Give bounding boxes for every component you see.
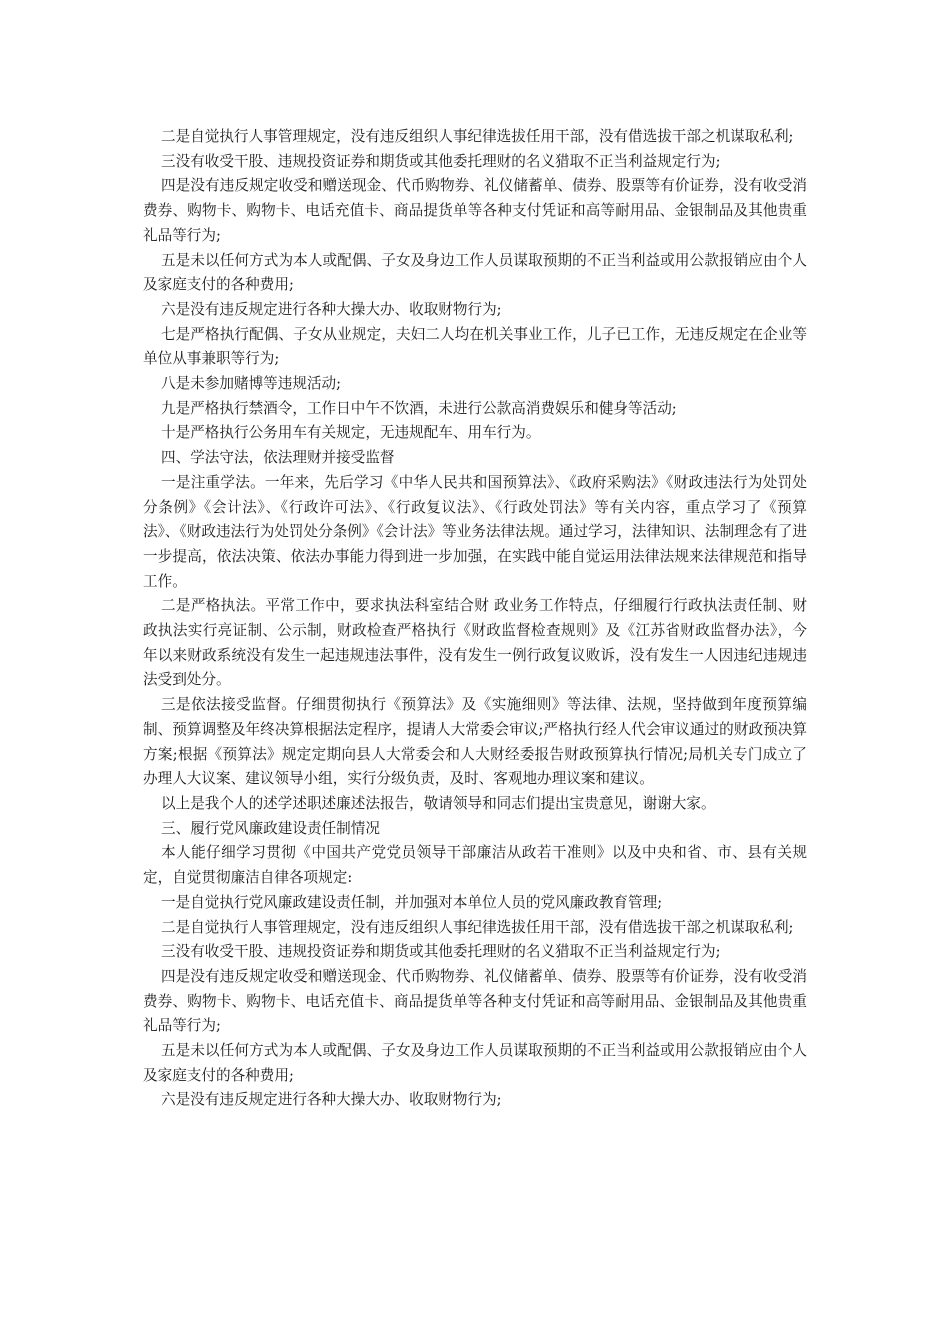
- paragraph: 二是自觉执行人事管理规定，没有违反组织人事纪律选拔任用干部，没有借选拔干部之机谋取私利;: [161, 128, 794, 145]
- paragraph: 二是自觉执行人事管理规定，没有违反组织人事纪律选拔任用干部，没有借选拔干部之机谋取私利;: [161, 918, 794, 936]
- paragraph: 三没有收受干股、违规投资证券和期货或其他委托理财的名义猎取不正当利益规定行为;: [161, 152, 721, 170]
- paragraph: 一是注重学法。一年来，先后学习《中华人民共和国预算法》、《政府采购法》《财政违法行为处罚处分条例》《会计法》、《行政许可法》、《行政复议法》、《行政处罚法》等有关内容，重点学习了《预算法》、《财政违法行为处罚处分条例》《会计法》等业务法律法规。通过学习，法律知识、法制理念有了进一步提高，依法决策、依法办事能力得到进一步加强，在实践中能自觉运用法律法规来法律规范和指导工作。: [143, 473, 808, 590]
- paragraph: 六是没有违反规定进行各种大操大办、收取财物行为;: [161, 1091, 502, 1109]
- paragraph: 五是未以任何方式为本人或配偶、子女及身边工作人员谋取预期的不正当利益或用公款报销应由个人及家庭支付的各种费用;: [143, 251, 807, 294]
- paragraph: 五是未以任何方式为本人或配偶、子女及身边工作人员谋取预期的不正当利益或用公款报销应由个人及家庭支付的各种费用;: [143, 1042, 807, 1084]
- paragraph: 三没有收受干股、违规投资证券和期货或其他委托理财的名义猎取不正当利益规定行为;: [161, 943, 721, 961]
- document-body: [143, 125, 807, 1113]
- paragraph: 八是未参加赌博等违规活动;: [161, 375, 342, 393]
- paragraph: 一是自觉执行党风廉政建设责任制，并加强对本单位人员的党风廉政教育管理;: [161, 893, 663, 911]
- paragraph: 四是没有违反规定收受和赠送现金、代币购物券、礼仪储蓄单、债券、股票等有价证券，没有收受消费券、购物卡、购物卡、电话充值卡、商品提货单等各种支付凭证和高等耐用品、金银制品及其他贵重礼品等行为;: [143, 177, 807, 244]
- section-heading: 三、履行党风廉政建设责任制情况: [161, 819, 380, 837]
- paragraph: 以上是我个人的述学述职述廉述法报告，敬请领导和同志们提出宝贵意见，谢谢大家。: [161, 794, 716, 812]
- paragraph: 三是依法接受监督。仔细贯彻执行《预算法》及《实施细则》等法律、法规，坚持做到年度预算编制、预算调整及年终决算根据法定程序，提请人大常委会审议;严格执行经人代会审议通过的财政预决算方案;根据《预算法》规定定期向县人大常委会和人大财经委报告财政预算执行情况;局机关专门成立了办理人大议案、建议领导小组，实行分级负责，及时、客观地办理议案和建议。: [143, 696, 807, 788]
- paragraph: 二是严格执法。平常工作中，要求执法科室结合财 政业务工作特点，仔细履行行政执法责任制、财政执法实行亮证制、公示制，财政检查严格执行《财政监督检查规则》及《江苏省财政监督办法》，今年以来财政系统没有发生一起违规违法事件，没有发生一例行政复议败诉，没有发生一人因违纪违规违法受到处分。: [143, 597, 807, 689]
- paragraph: 四是没有违反规定收受和赠送现金、代币购物券、礼仪储蓄单、债券、股票等有价证券，没有收受消费券、购物卡、购物卡、电话充值卡、商品提货单等各种支付凭证和高等耐用品、金银制品及其他贵重礼品等行为;: [143, 967, 807, 1035]
- paragraph: 九是严格执行禁酒令，工作日中午不饮酒，未进行公款高消费娱乐和健身等活动;: [161, 399, 677, 417]
- section-heading: 四、学法守法，依法理财并接受监督: [161, 449, 395, 467]
- paragraph: 六是没有违反规定进行各种大操大办、收取财物行为;: [161, 300, 502, 318]
- paragraph: 十是严格执行公务用车有关规定，无违规配车、用车行为。: [161, 424, 541, 442]
- paragraph: 本人能仔细学习贯彻《中国共产党党员领导干部廉洁从政若干准则》以及中央和省、市、县有关规定，自觉贯彻廉洁自律各项规定:: [143, 844, 807, 887]
- paragraph: 七是严格执行配偶、子女从业规定，夫妇二人均在机关事业工作，儿子已工作，无违反规定在企业等单位从事兼职等行为;: [143, 325, 807, 368]
